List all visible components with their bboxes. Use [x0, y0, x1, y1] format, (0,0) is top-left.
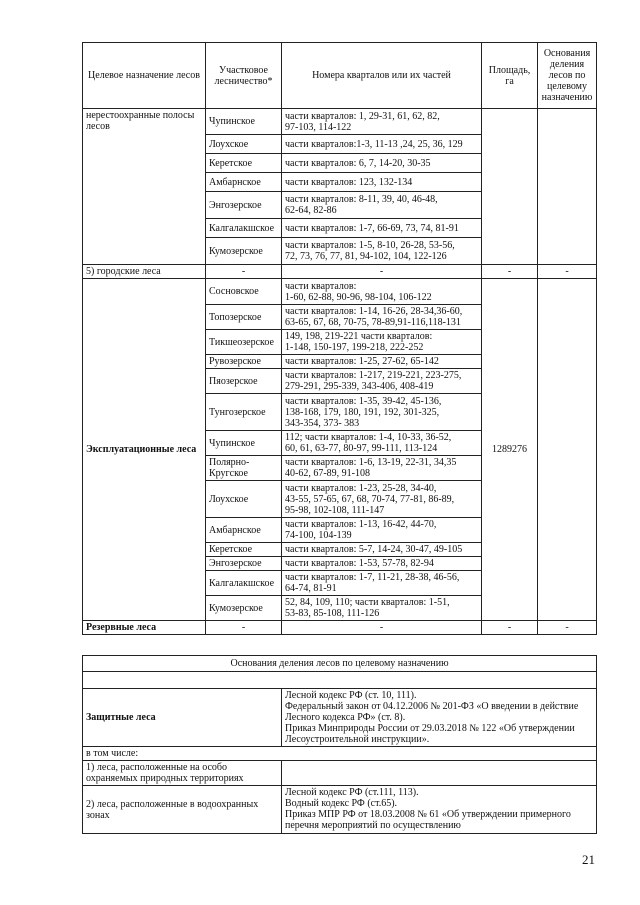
urban-basis: - — [538, 265, 597, 279]
page-number: 21 — [582, 852, 595, 867]
forestry-cell: Калгалакшское — [206, 219, 282, 238]
header-purpose: Целевое назначение лесов — [83, 43, 206, 109]
quarters-cell: части кварталов: 1-23, 25-28, 34-40, 43-55, 57-65, 67, 68, 70-74, 77-81, 86-89, 95-98, 102-108, 111-147 — [282, 481, 482, 518]
quarters-cell: части кварталов: 1-6, 13-19, 22-31, 34,35 40-62, 67-89, 91-108 — [282, 456, 482, 481]
reserve-quarters: - — [282, 621, 482, 635]
reserve-area: - — [482, 621, 538, 635]
forestry-cell: Тикшеозерское — [206, 330, 282, 355]
urban-area: - — [482, 265, 538, 279]
quarters-cell: части кварталов: 1, 29-31, 61, 62, 82, 97-103, 114-122 — [282, 109, 482, 135]
quarters-cell: части кварталов: 1-7, 11-21, 28-38, 46-56, 64-74, 81-91 — [282, 571, 482, 596]
quarters-cell: части кварталов: 1-5, 8-10, 26-28, 53-56, 72, 73, 76, 77, 81, 94-102, 104, 122-126 — [282, 238, 482, 265]
exploitation-label: Эксплуатационные леса — [83, 279, 206, 621]
forestry-cell: Полярно- Кругское — [206, 456, 282, 481]
basis-text — [282, 761, 597, 786]
quarters-cell: части кварталов: 123, 132-134 — [282, 173, 482, 192]
forestry-cell: Лоухское — [206, 135, 282, 154]
quarters-cell: части кварталов: 8-11, 39, 40, 46-48, 62-64, 82-86 — [282, 192, 482, 219]
quarters-cell: части кварталов: 1-60, 62-88, 90-96, 98-104, 106-122 — [282, 279, 482, 305]
quarters-cell: части кварталов: 6, 7, 14-20, 30-35 — [282, 154, 482, 173]
header-area: Площадь, га — [482, 43, 538, 109]
basis-label: 2) леса, расположенные в водоохранных зонах — [83, 786, 282, 834]
forestry-cell: Чупинское — [206, 109, 282, 135]
urban-quarters: - — [282, 265, 482, 279]
spacer-cell — [83, 672, 597, 689]
quarters-cell: 52, 84, 109, 110; части кварталов: 1-51, 53-83, 85-108, 111-126 — [282, 596, 482, 621]
quarters-cell: части кварталов: 1-53, 57-78, 82-94 — [282, 557, 482, 571]
forestry-cell: Сосновское — [206, 279, 282, 305]
forestry-cell: Рувозерское — [206, 355, 282, 369]
quarters-cell: части кварталов: 5-7, 14-24, 30-47, 49-105 — [282, 543, 482, 557]
quarters-cell: части кварталов: 1-13, 16-42, 44-70, 74-100, 104-139 — [282, 518, 482, 543]
basis-title: Основания деления лесов по целевому назначению — [83, 656, 597, 672]
forestry-cell: Тунгозерское — [206, 394, 282, 431]
quarters-cell: части кварталов: 1-35, 39-42, 45-136, 138-168, 179, 180, 191, 192, 301-325, 343-354, 373- 383 — [282, 394, 482, 431]
reserve-forestry: - — [206, 621, 282, 635]
forestry-cell: Керетское — [206, 154, 282, 173]
table-row — [83, 621, 597, 635]
header-quarters: Номера кварталов или их частей — [282, 43, 482, 109]
table-row — [83, 265, 597, 279]
forestry-cell: Пяозерское — [206, 369, 282, 394]
forestry-cell: Энгозерское — [206, 192, 282, 219]
table-row — [83, 747, 597, 761]
table-row — [83, 279, 597, 305]
spawning-area — [482, 109, 538, 265]
quarters-cell: 112; части кварталов: 1-4, 10-33, 36-52, 60, 61, 63-77, 80-97, 99-111, 113-124 — [282, 431, 482, 456]
spawning-basis — [538, 109, 597, 265]
basis-text: Лесной кодекс РФ (ст.111, 113). Водный кодекс РФ (ст.65). Приказ МПР РФ от 18.03.2008 № 61 «Об утверждении примерного перечня мероприятий по осуществлению — [282, 786, 597, 834]
urban-label: 5) городские леса — [83, 265, 206, 279]
quarters-cell: части кварталов: 1-7, 66-69, 73, 74, 81-91 — [282, 219, 482, 238]
quarters-cell: части кварталов:1-3, 11-13 ,24, 25, 36, 129 — [282, 135, 482, 154]
quarters-cell: части кварталов: 1-217, 219-221, 223-275, 279-291, 295-339, 343-406, 408-419 — [282, 369, 482, 394]
forestry-cell: Кумозерское — [206, 596, 282, 621]
table-row — [83, 672, 597, 689]
forestry-cell: Лоухское — [206, 481, 282, 518]
exploitation-area: 1289276 — [482, 279, 538, 621]
reserve-label: Резервные леса — [83, 621, 206, 635]
basis-label: 1) леса, расположенные на особо охраняемых природных территориях — [83, 761, 282, 786]
quarters-cell: 149, 198, 219-221 части кварталов: 1-148, 150-197, 199-218, 222-252 — [282, 330, 482, 355]
table-header-row — [83, 43, 597, 109]
forestry-cell: Чупинское — [206, 431, 282, 456]
basis-text: Лесной кодекс РФ (ст. 10, 111). Федеральный закон от 04.12.2006 № 201-ФЗ «О введении в действие Лесного кодекса РФ» (ст. 8). Приказ Минприроды России от 29.03.2018 № 122 «Об утверждении Лесоустроительной инструкции». — [282, 689, 597, 747]
forestry-cell: Керетское — [206, 543, 282, 557]
exploitation-basis — [538, 279, 597, 621]
urban-forestry: - — [206, 265, 282, 279]
quarters-cell: части кварталов: 1-25, 27-62, 65-142 — [282, 355, 482, 369]
forestry-cell: Кумозерское — [206, 238, 282, 265]
reserve-basis: - — [538, 621, 597, 635]
header-forestry: Участковое лесничество* — [206, 43, 282, 109]
basis-label: в том числе: — [83, 747, 597, 761]
basis-label: Защитные леса — [83, 689, 282, 747]
table-row — [83, 109, 597, 135]
table-row — [83, 689, 597, 747]
basis-table — [82, 655, 597, 834]
quarters-cell: части кварталов: 1-14, 16-26, 28-34,36-60, 63-65, 67, 68, 70-75, 78-89,91-116,118-131 — [282, 305, 482, 330]
table-row — [83, 761, 597, 786]
basis-title-row — [83, 656, 597, 672]
forestry-cell: Калгалакшское — [206, 571, 282, 596]
forestry-cell: Энгозерское — [206, 557, 282, 571]
forest-division-table — [82, 42, 597, 635]
table-row — [83, 786, 597, 834]
forestry-cell: Амбарнское — [206, 173, 282, 192]
forestry-cell: Амбарнское — [206, 518, 282, 543]
spawning-label: нерестоохранные полосы лесов — [83, 109, 206, 265]
forestry-cell: Топозерское — [206, 305, 282, 330]
header-basis: Основания деления лесов по целевому назначению — [538, 43, 597, 109]
